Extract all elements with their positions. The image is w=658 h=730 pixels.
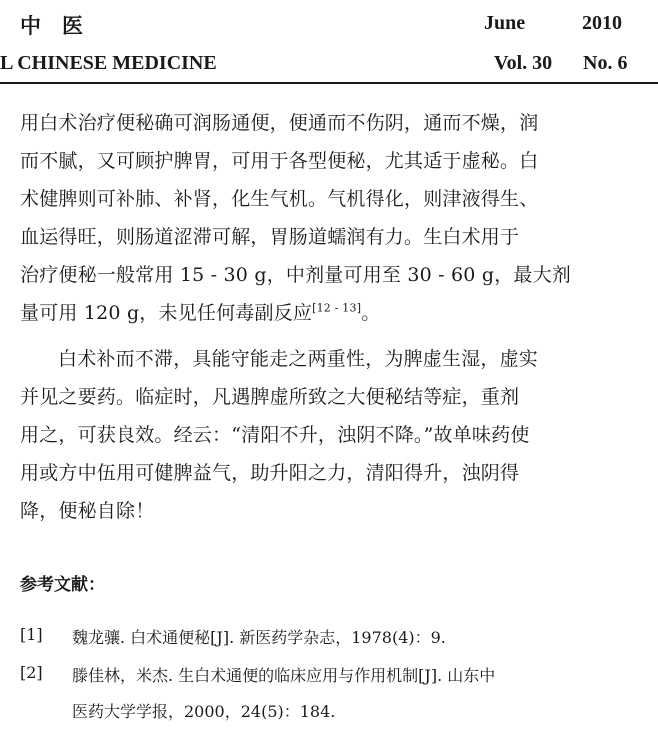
text-span: 。 <box>361 302 381 324</box>
text-line: 治疗便秘一般常用 15 - 30 g，中剂量可用至 30 - 60 g，最大剂 <box>20 264 571 286</box>
citation-superscript: [12 - 13] <box>312 301 362 315</box>
text-line: 用或方中伍用可健脾益气，助升阳之力，清阳得升，浊阴得 <box>20 462 520 484</box>
journal-title-english: L CHINESE MEDICINE <box>0 52 217 74</box>
issue-year: 2010 <box>582 12 622 34</box>
references-heading: 参考文献： <box>20 575 105 595</box>
issue-volume: Vol. 30 <box>494 52 553 74</box>
reference-text: 滕佳林，米杰. 生白术通便的临床应用与作用机制[J]. 山东中 <box>72 666 496 685</box>
text-line: 血运得旺，则肠道涩滞可解，胃肠道蠕润有力。生白术用于 <box>20 226 520 248</box>
reference-text: 魏龙骧. 白术通便秘[J]. 新医药学杂志，1978(4)：9. <box>72 628 446 647</box>
issue-month: June <box>484 12 526 34</box>
header-rule <box>0 82 658 84</box>
text-line: 白术补而不滞，具能守能走之两重性，为脾虚生湿，虚实 <box>58 348 539 370</box>
text-line-with-citation <box>20 298 380 325</box>
text-span: 量可用 120 g，未见任何毒副反应 <box>20 302 313 324</box>
reference-text: 医药大学学报，2000，24(5)：184. <box>72 702 336 721</box>
reference-number: [1] <box>20 625 43 644</box>
text-line: 并见之要药。临症时，凡遇脾虚所致之大便秘结等症，重剂 <box>20 386 520 408</box>
issue-number: No. 6 <box>583 52 628 74</box>
reference-number: [2] <box>20 663 43 682</box>
text-line: 术健脾则可补肺、补肾，化生气机。气机得化，则津液得生、 <box>20 188 539 210</box>
text-line: 而不腻，又可顾护脾胃，可用于各型便秘，尤其适于虚秘。白 <box>20 150 539 172</box>
text-line: 用之，可获良效。经云：“清阳不升，浊阴不降。”故单味药使 <box>20 424 530 446</box>
journal-title-chinese: 中 医 <box>20 13 83 38</box>
text-line: 降，便秘自除！ <box>20 500 155 522</box>
text-line: 用白术治疗便秘确可润肠通便，便通而不伤阴，通而不燥，润 <box>20 112 539 134</box>
